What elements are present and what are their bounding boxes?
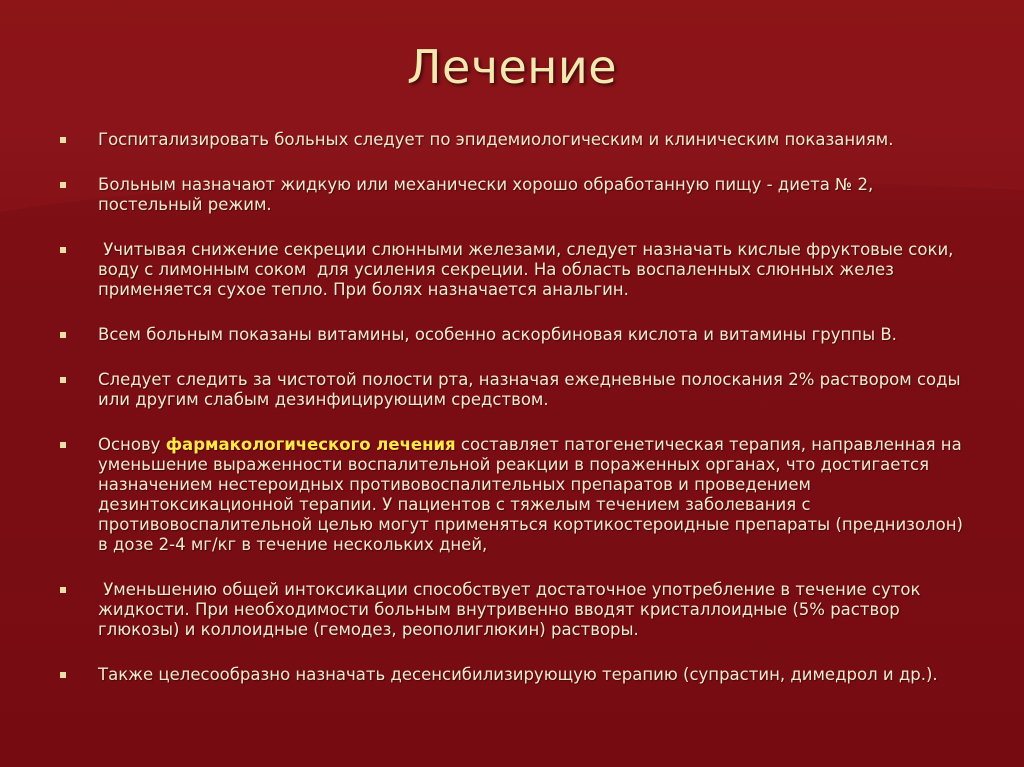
list-item bbox=[56, 665, 976, 685]
bullet-text: Госпитализировать больных следует по эпидемиологическим и клиническим показаниям. bbox=[98, 130, 894, 149]
square-bullet-icon bbox=[60, 182, 66, 188]
list-item bbox=[56, 175, 976, 215]
bullet-text: Больным назначают жидкую или механически хорошо обработанную пищу - диета № 2, постельный режим. bbox=[98, 175, 874, 214]
square-bullet-icon bbox=[60, 377, 66, 383]
slide-title: Лечение bbox=[406, 40, 618, 94]
bullet-text-before: Основу bbox=[98, 435, 166, 454]
square-bullet-icon bbox=[60, 672, 66, 678]
bullet-text: Учитывая снижение секреции слюнными железами, следует назначать кислые фруктовые соки, воду с лимонным соком для усиления секреции. На область воспаленных слюнных желез применяется сухое тепло. При болях назначается анальгин. bbox=[98, 240, 959, 299]
square-bullet-icon bbox=[60, 587, 66, 593]
square-bullet-icon bbox=[60, 247, 66, 253]
bullet-list bbox=[56, 130, 976, 685]
bullet-text: Также целесообразно назначать десенсибилизирующую терапию (супрастин, димедрол и др.). bbox=[98, 665, 938, 684]
bullet-text: Всем больным показаны витамины, особенно аскорбиновая кислота и витамины группы В. bbox=[98, 325, 897, 344]
highlighted-phrase: фармакологического лечения bbox=[165, 435, 456, 454]
bullet-text: Следует следить за чистотой полости рта, назначая ежедневные полоскания 2% раствором соды или другим слабым дезинфицирующим средством. bbox=[98, 370, 961, 409]
list-item bbox=[56, 435, 976, 555]
list-item bbox=[56, 325, 976, 345]
list-item bbox=[56, 370, 976, 410]
square-bullet-icon bbox=[60, 332, 66, 338]
list-item bbox=[56, 580, 976, 640]
bullet-text: Уменьшению общей интоксикации способствует достаточное употребление в течение суток жидкости. При необходимости больным внутривенно вводят кристаллоидные (5% раствор глюкозы) и коллоидные (гемодез, реополиглюкин) растворы. bbox=[98, 580, 926, 639]
list-item bbox=[56, 240, 976, 300]
list-item bbox=[56, 130, 976, 150]
bullet-text-after: составляет патогенетическая терапия, направленная на уменьшение выраженности воспалительной реакции в пораженных органах, что достигается назначением нестероидных противовоспалительных препаратов и проведением дезинтоксикационной терапии. У пациентов с тяжелым течением заболевания с противовоспалительной целью могут применяться кортикостероидные препараты (преднизолон) в дозе 2-4 мг/кг в течение нескольких дней, bbox=[98, 435, 969, 554]
square-bullet-icon bbox=[60, 442, 66, 448]
square-bullet-icon bbox=[60, 137, 66, 143]
